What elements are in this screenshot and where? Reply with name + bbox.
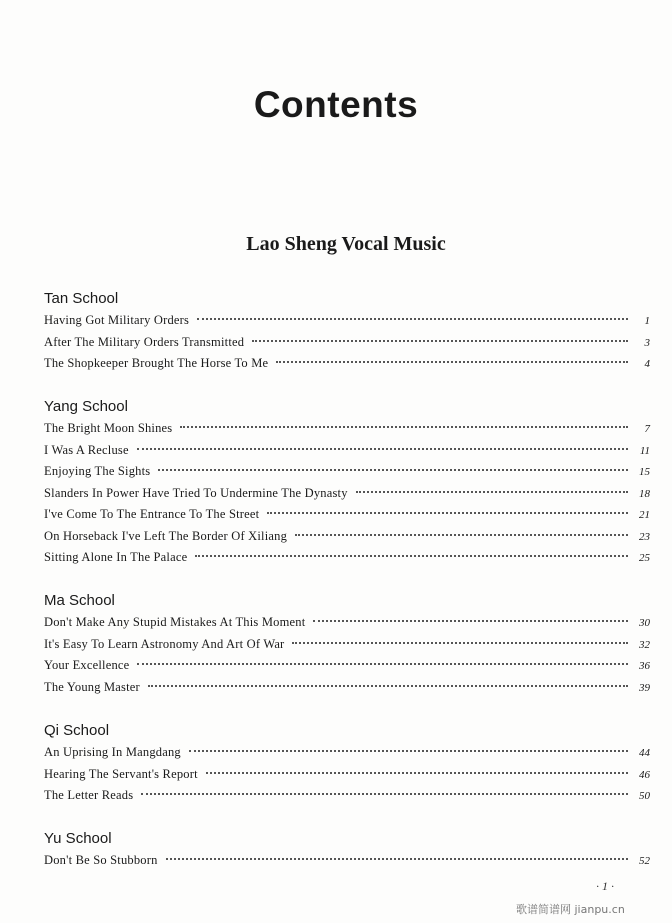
dot-leader bbox=[197, 318, 628, 320]
entry-title: Hearing The Servant's Report bbox=[44, 766, 198, 781]
subtitle: Lao Sheng Vocal Music bbox=[246, 233, 446, 255]
watermark: 歌谱简谱网 jianpu.cn bbox=[516, 903, 625, 916]
entry-page: 3 bbox=[644, 336, 650, 349]
entry-page: 36 bbox=[639, 660, 650, 672]
dot-leader bbox=[195, 555, 628, 557]
entry-page: 30 bbox=[639, 617, 650, 629]
toc-entry[interactable] bbox=[44, 310, 650, 332]
entry-title: I've Come To The Entrance To The Street bbox=[44, 507, 260, 521]
toc-entry[interactable] bbox=[44, 483, 650, 505]
entry-page: 21 bbox=[639, 509, 650, 521]
toc-entry[interactable] bbox=[44, 634, 650, 656]
entry-title: The Shopkeeper Brought The Horse To Me bbox=[44, 356, 269, 370]
entry-page: 25 bbox=[639, 552, 650, 564]
toc-entry[interactable] bbox=[44, 461, 650, 483]
page-title: Contents bbox=[253, 84, 419, 125]
toc-entry[interactable] bbox=[44, 677, 650, 699]
dot-leader bbox=[295, 534, 628, 536]
entry-page: 23 bbox=[639, 530, 650, 543]
entry-page: 50 bbox=[639, 790, 650, 802]
toc-entry[interactable] bbox=[44, 547, 650, 569]
toc-entry[interactable] bbox=[44, 526, 650, 548]
entry-title: It's Easy To Learn Astronomy And Art Of War bbox=[44, 636, 285, 651]
dot-leader bbox=[267, 512, 628, 514]
dot-leader bbox=[141, 793, 628, 795]
toc-entry[interactable] bbox=[44, 612, 650, 634]
section-ma-school bbox=[44, 590, 650, 698]
entry-title: On Horseback I've Left The Border Of Xiliang bbox=[44, 528, 288, 543]
toc-entry[interactable] bbox=[44, 353, 650, 375]
dot-leader bbox=[137, 448, 628, 450]
entry-title: Your Excellence bbox=[44, 658, 130, 672]
dot-leader bbox=[252, 340, 628, 342]
dot-leader bbox=[313, 620, 628, 622]
section-tan-school bbox=[44, 288, 650, 375]
dot-leader bbox=[148, 685, 628, 687]
toc-entry[interactable] bbox=[44, 655, 650, 677]
toc-entry[interactable] bbox=[44, 440, 650, 462]
toc-entry[interactable] bbox=[44, 504, 650, 526]
entry-page: 1 bbox=[644, 315, 650, 327]
entry-title: Slanders In Power Have Tried To Undermine The Dynasty bbox=[44, 485, 348, 500]
dot-leader bbox=[180, 426, 628, 428]
toc-entry[interactable] bbox=[44, 332, 650, 354]
entry-page: 46 bbox=[639, 768, 650, 781]
entry-page: 18 bbox=[639, 487, 650, 500]
dot-leader bbox=[166, 858, 628, 860]
entry-title: Sitting Alone In The Palace bbox=[44, 550, 188, 564]
toc-entry[interactable] bbox=[44, 418, 650, 440]
entry-page: 4 bbox=[644, 358, 650, 370]
toc-entry[interactable] bbox=[44, 785, 650, 807]
entry-title: The Young Master bbox=[44, 679, 140, 694]
entry-title: The Bright Moon Shines bbox=[44, 421, 173, 435]
entry-page: 15 bbox=[639, 466, 650, 478]
section-heading: Tan School bbox=[44, 290, 119, 307]
entry-title: I Was A Recluse bbox=[44, 442, 129, 457]
entry-title: Enjoying The Sights bbox=[44, 464, 151, 478]
toc-entry[interactable] bbox=[44, 764, 650, 786]
entry-title: After The Military Orders Transmitted bbox=[44, 334, 245, 349]
dot-leader bbox=[137, 663, 628, 665]
dot-leader bbox=[206, 772, 628, 774]
section-heading: Yang School bbox=[44, 398, 128, 415]
section-heading: Qi School bbox=[44, 722, 110, 739]
entry-title: An Uprising In Mangdang bbox=[44, 745, 181, 759]
entry-page: 44 bbox=[639, 747, 650, 759]
section-yang-school bbox=[44, 396, 650, 569]
dot-leader bbox=[356, 491, 628, 493]
entry-title: Don't Make Any Stupid Mistakes At This Moment bbox=[44, 615, 306, 629]
entry-page: 11 bbox=[639, 444, 650, 457]
entry-page: 52 bbox=[639, 855, 650, 867]
section-yu-school bbox=[44, 828, 650, 872]
dot-leader bbox=[158, 469, 628, 471]
entry-title: Don't Be So Stubborn bbox=[44, 853, 158, 867]
footer-page-number: · 1 · bbox=[596, 879, 614, 893]
section-qi-school bbox=[44, 720, 650, 807]
entry-page: 7 bbox=[644, 423, 650, 435]
entry-title: The Letter Reads bbox=[44, 788, 134, 802]
section-heading: Yu School bbox=[44, 830, 112, 847]
dot-leader bbox=[292, 642, 628, 644]
toc-entry[interactable] bbox=[44, 742, 650, 764]
dot-leader bbox=[189, 750, 628, 752]
section-heading: Ma School bbox=[44, 592, 115, 609]
entry-page: 32 bbox=[639, 638, 650, 651]
entry-page: 39 bbox=[639, 681, 650, 694]
toc-entry[interactable] bbox=[44, 850, 650, 872]
dot-leader bbox=[276, 361, 628, 363]
entry-title: Having Got Military Orders bbox=[44, 313, 190, 327]
